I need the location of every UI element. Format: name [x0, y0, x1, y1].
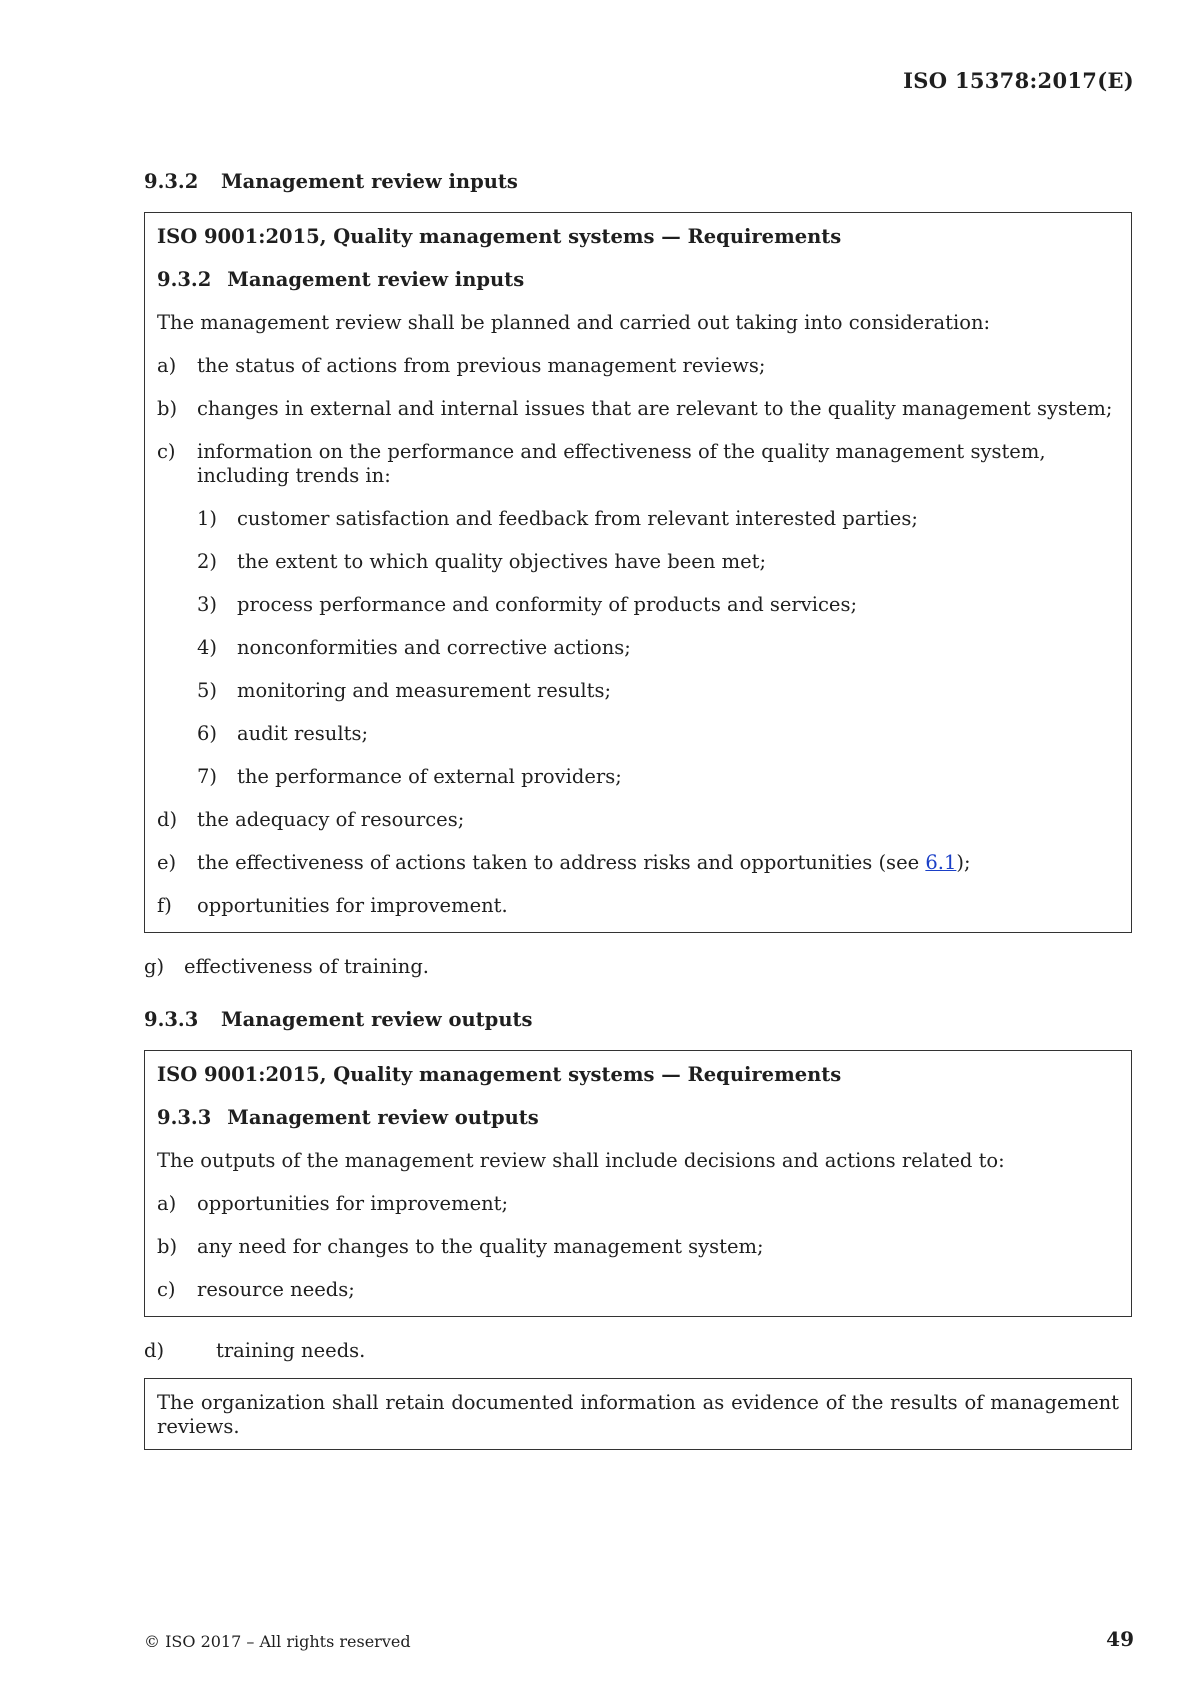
clause-number: 9.3.3 — [157, 1106, 212, 1129]
list-label: a) — [157, 1192, 177, 1215]
list-item — [157, 1235, 1119, 1259]
section-title: Management review outputs — [221, 1008, 533, 1031]
list-label: c) — [157, 440, 176, 463]
iso9001-quote-box-933 — [144, 1050, 1132, 1317]
list-text — [197, 851, 1119, 875]
list-text: the status of actions from previous management reviews; — [197, 354, 766, 377]
list-label: 7) — [197, 765, 218, 788]
quote-source: ISO 9001:2015, Quality management systems — Requirements — [157, 225, 842, 248]
list-text: the performance of external providers; — [237, 765, 622, 788]
sub-list-item — [157, 593, 1119, 617]
sub-list-item — [157, 636, 1119, 660]
list-text-before-link: the effectiveness of actions taken to address risks and opportunities (see — [197, 851, 926, 874]
sub-list-item — [157, 679, 1119, 703]
clause-title: Management review outputs — [227, 1106, 539, 1129]
list-item — [157, 440, 1119, 488]
list-text: monitoring and measurement results; — [237, 679, 612, 702]
list-label: a) — [157, 354, 177, 377]
list-item — [157, 894, 1119, 918]
list-text: changes in external and internal issues that are relevant to the quality management system; — [197, 397, 1113, 420]
list-text: information on the performance and effectiveness of the quality management system, including trends in: — [197, 440, 1046, 487]
section-title: Management review inputs — [221, 170, 518, 193]
section-number: 9.3.2 — [144, 170, 199, 193]
list-text: training needs. — [216, 1339, 366, 1362]
retention-note-box: The organization shall retain documented information as evidence of the results of management reviews. — [144, 1378, 1132, 1450]
footer-copyright: © ISO 2017 – All rights reserved — [144, 1632, 411, 1651]
sub-list-item — [157, 765, 1119, 789]
added-list-item-g — [144, 955, 429, 979]
section-heading-933 — [144, 1008, 532, 1031]
list-text: nonconformities and corrective actions; — [237, 636, 631, 659]
list-label: 1) — [197, 507, 218, 530]
list-text: opportunities for improvement. — [197, 894, 508, 917]
list-text: effectiveness of training. — [184, 955, 430, 978]
list-label: 3) — [197, 593, 218, 616]
sub-list-item — [157, 507, 1119, 531]
list-text: the adequacy of resources; — [197, 808, 465, 831]
list-label: d) — [144, 1339, 165, 1362]
added-list-item-d — [144, 1339, 365, 1363]
list-label: d) — [157, 808, 178, 831]
list-text: customer satisfaction and feedback from relevant interested parties; — [237, 507, 918, 530]
sub-list-item — [157, 550, 1119, 574]
list-label: 5) — [197, 679, 218, 702]
clause-reference-link[interactable]: 6.1 — [925, 851, 957, 874]
list-text: opportunities for improvement; — [197, 1192, 509, 1215]
quote-intro: The outputs of the management review shall include decisions and actions related to: — [157, 1149, 1005, 1172]
list-item — [157, 851, 1119, 875]
quote-clause-heading — [157, 268, 1119, 292]
list-label: f) — [157, 894, 172, 917]
list-label: 2) — [197, 550, 218, 573]
list-label: c) — [157, 1278, 176, 1301]
clause-number: 9.3.2 — [157, 268, 212, 291]
list-text-after-link: ); — [956, 851, 971, 874]
list-item — [157, 397, 1119, 421]
list-text: the extent to which quality objectives have been met; — [237, 550, 767, 573]
quote-source: ISO 9001:2015, Quality management systems — Requirements — [157, 1063, 842, 1086]
list-item — [157, 354, 1119, 378]
list-label: 6) — [197, 722, 218, 745]
list-label: e) — [157, 851, 177, 874]
list-label: b) — [157, 397, 178, 420]
list-item — [157, 1192, 1119, 1216]
clause-title: Management review inputs — [227, 268, 525, 291]
list-label: b) — [157, 1235, 178, 1258]
sub-list-item — [157, 722, 1119, 746]
list-item — [157, 808, 1119, 832]
list-text: audit results; — [237, 722, 369, 745]
list-text: any need for changes to the quality management system; — [197, 1235, 764, 1258]
quote-clause-heading — [157, 1106, 1119, 1130]
list-text: resource needs; — [197, 1278, 355, 1301]
page-number: 49 — [1106, 1627, 1134, 1651]
list-label: g) — [144, 955, 165, 978]
section-number: 9.3.3 — [144, 1008, 199, 1031]
section-heading-932 — [144, 170, 518, 193]
iso9001-quote-box-932 — [144, 212, 1132, 933]
list-text: process performance and conformity of products and services; — [237, 593, 858, 616]
list-label: 4) — [197, 636, 218, 659]
standard-header: ISO 15378:2017(E) — [903, 68, 1134, 93]
quote-intro: The management review shall be planned and carried out taking into consideration: — [157, 311, 991, 334]
list-item — [157, 1278, 1119, 1302]
